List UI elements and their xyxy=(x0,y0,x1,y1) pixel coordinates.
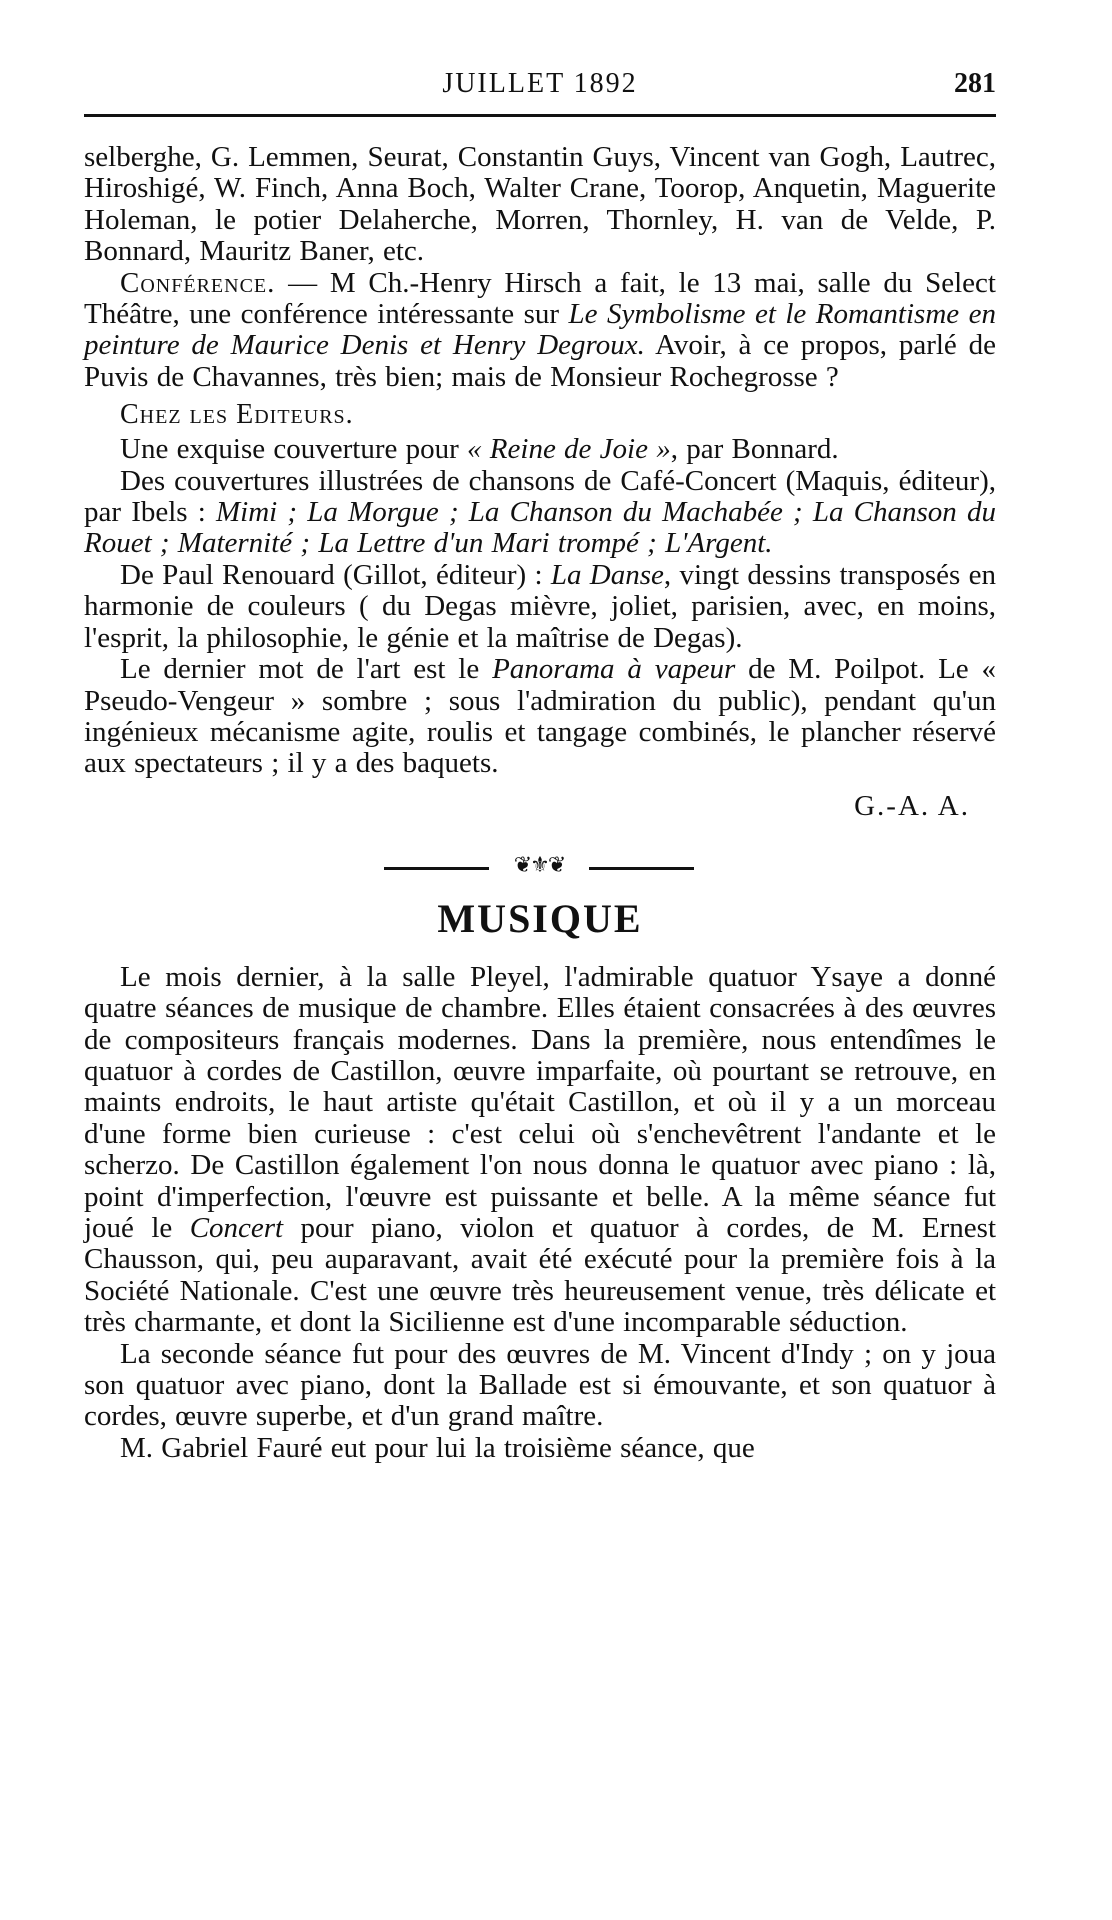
editeurs-paragraph-3 xyxy=(84,560,996,654)
musique-paragraph-2: La seconde séance fut pour des œuvres de M. Vincent d'Indy ; on y joua son quatuor avec piano, dont la Ballade est si émouvante, et son quatuor à cordes, œuvre superbe, et d'un grand maître. xyxy=(84,1337,996,1433)
editeurs-para-1-end: , par Bonnard. xyxy=(670,433,839,466)
book-page xyxy=(84,56,996,1464)
editeurs-para-3-end: , vingt dessins transposés en harmonie de couleurs ( du Degas mièvre, joliet, parisien, avec, en moins, l'esprit, la philosophie, le génie et la maîtrise de Degas). xyxy=(84,558,996,654)
musique-para-1-italic: Concert xyxy=(189,1211,284,1244)
conference-text-1: — M Ch.-Henry Hirsch a fait, le 13 mai, salle du Select Théâtre, une conférence intéressante sur xyxy=(84,266,996,331)
musique-paragraph-3: M. Gabriel Fauré eut pour lui la troisième séance, que xyxy=(120,1431,755,1464)
editeurs-para-4-text: Le dernier mot de l'art est le xyxy=(120,653,493,686)
musique-paragraph-1 xyxy=(84,962,996,1339)
header-rule xyxy=(84,114,996,117)
section-title-musique: MUSIQUE xyxy=(437,895,643,941)
editeurs-para-3-text: De Paul Renouard (Gillot, éditeur) : xyxy=(120,558,551,591)
musique-para-1-text: Le mois dernier, à la salle Pleyel, l'admirable quatuor Ysaye a donné quatre séances de musique de chambre. Elles étaient consacrées à des œuvres de compositeurs français modernes. Dans la première, nous entendîmes le quatuor à cordes de Castillon, œuvre imparfaite, où pourtant se retrouve, en maints endroits, le haut artiste qu'était Castillon, et où il y a un morceau d'une forme bien curieuse : c'est celui où s'enchevêtrent l'andante et le scherzo. De Castillon également l'on nous donna le quatuor avec piano : là, point d'imperfection, l'œuvre est puissante et belle. A la même séance fut joué le xyxy=(84,960,996,1244)
editeurs-para-1-text: Une exquise couverture pour xyxy=(120,433,468,466)
editeurs-para-2-italic: Mimi ; La Morgue ; La Chanson du Machabée ; La Chanson du Rouet ; Maternité ; La Lettre d'un Mari trompé ; L'Argent. xyxy=(84,496,996,560)
editeurs-paragraph-2 xyxy=(84,466,996,560)
fleuron-icon: ❦⚜❦ xyxy=(489,853,589,878)
editeurs-paragraph-4 xyxy=(84,654,996,780)
editeurs-paragraph-1 xyxy=(84,434,996,465)
musique-para-1-end: pour piano, violon et quatuor à cordes, de M. Ernest Chausson, qui, peu auparavant, avait été exécuté pour la première fois à la Société Nationale. C'est une œuvre très heureusement venue, très délicate et très charmante, et dont la Sicilienne est d'une incomparable séduction. xyxy=(84,1211,997,1339)
page-number: 281 xyxy=(954,68,996,99)
conference-paragraph xyxy=(84,268,996,394)
section-ornament xyxy=(84,849,996,887)
names-paragraph: selberghe, G. Lemmen, Seurat, Constantin Guys, Vincent van Gogh, Lautrec, Hiroshigé, W. Finch, Anna Boch, Walter Crane, Toorop, Anquetin, Maguerite Holeman, le potier Delaherche, Morren, Thornley, H. van de Velde, P. Bonnard, Mauritz Baner, etc. xyxy=(84,141,996,268)
conference-text-2: Avoir, à ce propos, parlé de Puvis de Chavannes, très bien; mais de Monsieur Rochegrosse ? xyxy=(84,329,996,393)
editeurs-para-1-italic: « Reine de Joie » xyxy=(467,433,671,466)
running-title: JUILLET 1892 xyxy=(442,68,638,99)
editeurs-para-2-text: Des couvertures illustrées de chansons de Café-Concert (Maquis, éditeur), par Ibels : xyxy=(84,464,996,529)
conference-title: Le Symbolisme et le Romantisme en peinture de Maurice Denis et Henry Degroux. xyxy=(84,298,996,362)
editeurs-para-4-italic: Panorama à vapeur xyxy=(492,653,736,686)
text-block xyxy=(84,142,996,1464)
running-head xyxy=(84,56,996,108)
editeurs-para-4-end: de M. Poilpot. Le « Pseudo-Vengeur » sombre ; sous l'admiration du public), pendant qu'un ingénieux mécanisme agite, roulis et tangage combinés, le plancher réservé aux spectateurs ; il y a des baquets. xyxy=(84,653,996,780)
signature: G.-A. A. xyxy=(854,789,970,822)
editeurs-header: Chez les Editeurs. xyxy=(120,399,354,431)
editeurs-para-3-italic: La Danse xyxy=(550,558,664,591)
conference-label: Conférence. xyxy=(120,266,276,299)
